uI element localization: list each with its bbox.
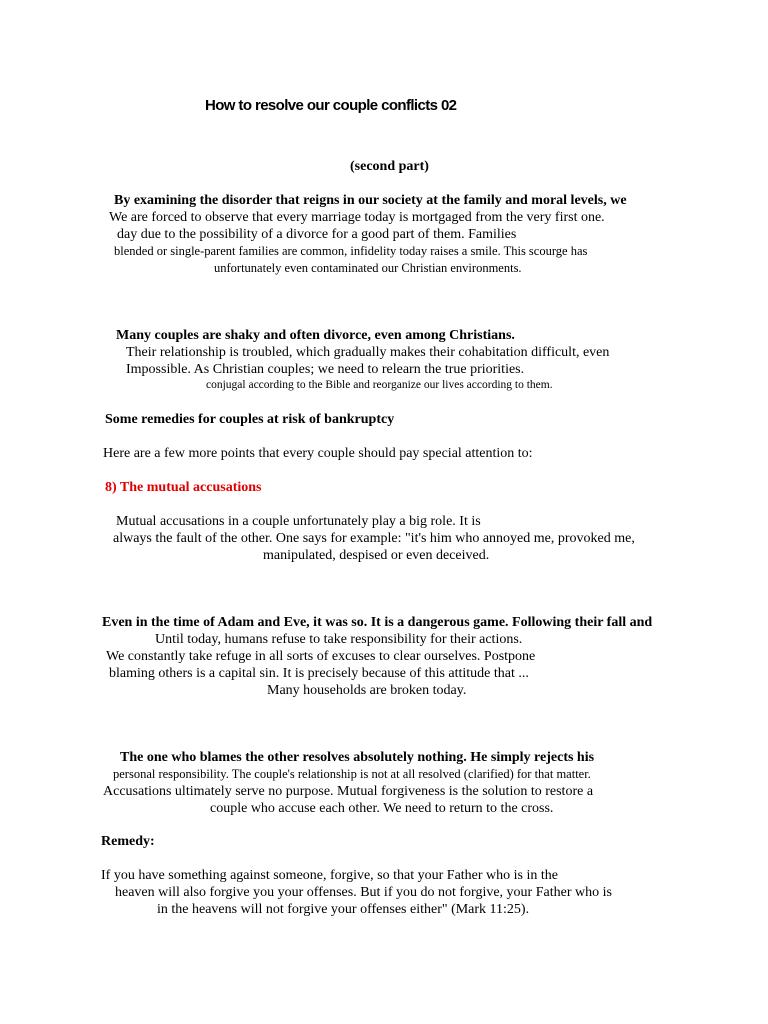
paragraph-line: The one who blames the other resolves absolutely nothing. He simply rejects his: [120, 750, 595, 765]
paragraph-line: always the fault of the other. One says for example: "it's him who annoyed me, provoked me,: [113, 531, 635, 546]
remedy-heading: Remedy:: [101, 834, 155, 849]
paragraph-line: personal responsibility. The couple's relationship is not at all resolved (clarified) for that matter.: [113, 767, 591, 781]
intro-text: Here are a few more points that every couple should pay special attention to:: [103, 446, 533, 461]
paragraph-line: Even in the time of Adam and Eve, it was so. It is a dangerous game. Following their fall and: [102, 615, 653, 630]
paragraph-line: in the heavens will not forgive your offenses either" (Mark 11:25).: [157, 902, 530, 917]
paragraph-line: We constantly take refuge in all sorts of excuses to clear ourselves. Postpone: [106, 649, 536, 664]
paragraph-line: couple who accuse each other. We need to return to the cross.: [210, 801, 554, 816]
paragraph-line: blended or single-parent families are common, infidelity today raises a smile. This scourge has: [114, 244, 588, 258]
paragraph-line: heaven will also forgive you your offenses. But if you do not forgive, your Father who is: [115, 885, 612, 900]
paragraph-line: Many couples are shaky and often divorce, even among Christians.: [116, 328, 515, 343]
paragraph-line: If you have something against someone, forgive, so that your Father who is in the: [101, 868, 558, 883]
paragraph-line: Their relationship is troubled, which gradually makes their cohabitation difficult, even: [126, 345, 610, 360]
paragraph-line: manipulated, despised or even deceived.: [263, 548, 490, 563]
remedies-heading: Some remedies for couples at risk of bankruptcy: [105, 412, 395, 427]
paragraph-line: Impossible. As Christian couples; we need to relearn the true priorities.: [126, 362, 525, 377]
paragraph-line: Accusations ultimately serve no purpose. Mutual forgiveness is the solution to restore a: [103, 784, 594, 799]
subtitle: (second part): [350, 159, 429, 174]
paragraph-line: By examining the disorder that reigns in our society at the family and moral levels, we: [114, 193, 627, 208]
section-heading: 8) The mutual accusations: [105, 480, 262, 495]
paragraph-line: Until today, humans refuse to take responsibility for their actions.: [155, 632, 523, 647]
paragraph-line: Mutual accusations in a couple unfortunately play a big role. It is: [116, 514, 481, 529]
paragraph-line: conjugal according to the Bible and reorganize our lives according to them.: [206, 379, 553, 391]
paragraph-line: blaming others is a capital sin. It is precisely because of this attitude that ...: [109, 666, 529, 681]
paragraph-line: We are forced to observe that every marriage today is mortgaged from the very first one.: [109, 210, 605, 225]
paragraph-line: day due to the possibility of a divorce for a good part of them. Families: [117, 227, 517, 242]
paragraph-line: Many households are broken today.: [267, 683, 467, 698]
document-title: How to resolve our couple conflicts 02: [205, 97, 457, 114]
paragraph-line: unfortunately even contaminated our Christian environments.: [214, 261, 522, 275]
